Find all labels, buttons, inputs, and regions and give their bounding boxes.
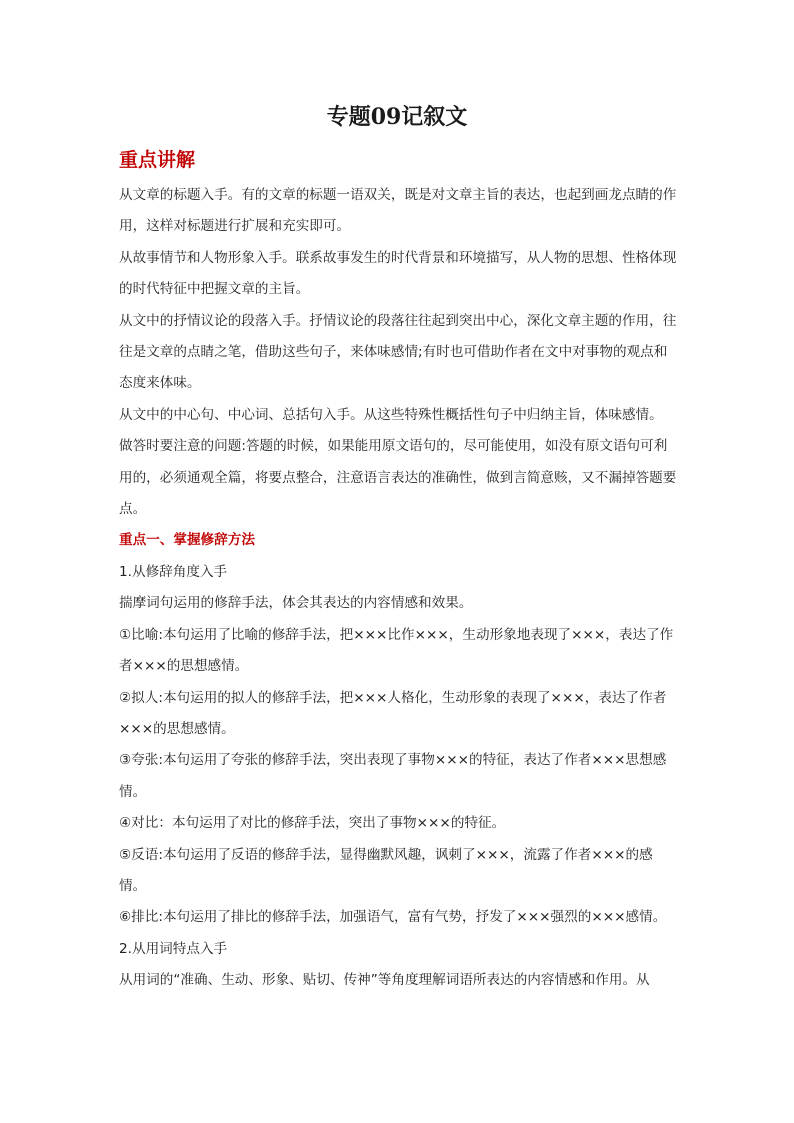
rhetoric-item: ④对比：本句运用了对比的修辞手法，突出了事物×××的特征。 bbox=[119, 815, 506, 832]
rhetoric-item: ①比喻:本句运用了比喻的修辞手法，把×××比作×××，生动形象地表现了×××，表达了作者×××的思想感情。 bbox=[119, 626, 674, 675]
key-point-heading: 重点一、掌握修辞方法 bbox=[119, 532, 255, 549]
paragraph: 做答时要注意的问题:答题的时候，如果能用原文语句的，尽可能使用，如没有原文语句可利用的，必须通观全篇，将要点整合，注意语言表达的准确性，做到言简意赅，又不漏掉答题要点。 bbox=[119, 438, 677, 518]
subsection-heading: 1.从修辞角度入手 bbox=[119, 563, 228, 580]
paragraph: 揣摩词句运用的修辞手法，体会其表达的内容情感和效果。 bbox=[119, 595, 473, 612]
rhetoric-item: ⑥排比:本句运用了排比的修辞手法，加强语气，富有气势，抒发了×××强烈的×××感情。 bbox=[119, 909, 667, 926]
rhetoric-item: ②拟人:本句运用的拟人的修辞手法，把×××人格化，生动形象的表现了×××，表达了作者×××的思想感情。 bbox=[119, 689, 667, 737]
paragraph: 从文章的标题入手。有的文章的标题一语双关，既是对文章主旨的表达，也起到画龙点睛的作用，这样对标题进行扩展和充实即可。 bbox=[119, 187, 677, 235]
page-title: 专题09记叙文 bbox=[326, 104, 468, 130]
section-heading: 重点讲解 bbox=[119, 149, 196, 171]
rhetoric-item: ⑤反语:本句运用了反语的修辞手法，显得幽默风趣，讽刺了×××，流露了作者×××的感情。 bbox=[119, 846, 653, 894]
subsection-heading: 2.从用词特点入手 bbox=[119, 940, 228, 957]
paragraph: 从故事情节和人物形象入手。联系故事发生的时代背景和环境描写，从人物的思想、性格体现的时代特征中把握文章的主旨。 bbox=[119, 249, 677, 298]
paragraph: 从文中的中心句、中心词、总括句入手。从这些特殊性概括性句子中归纳主旨，体味感情。 bbox=[119, 406, 663, 423]
rhetoric-item: ③夸张:本句运用了夸张的修辞手法，突出表现了事物×××的特征，表达了作者×××思想感情。 bbox=[119, 752, 667, 800]
paragraph: 从文中的抒情议论的段落入手。抒情议论的段落往往起到突出中心，深化文章主题的作用，往往是文章的点睛之笔，借助这些句子，来体味感情;有时也可借助作者在文中对事物的观点和态度来体味。 bbox=[119, 312, 677, 392]
paragraph: 从用词的“准确、生动、形象、贴切、传神”等角度理解词语所表达的内容情感和作用。从 bbox=[119, 972, 650, 989]
document-body bbox=[119, 180, 679, 997]
